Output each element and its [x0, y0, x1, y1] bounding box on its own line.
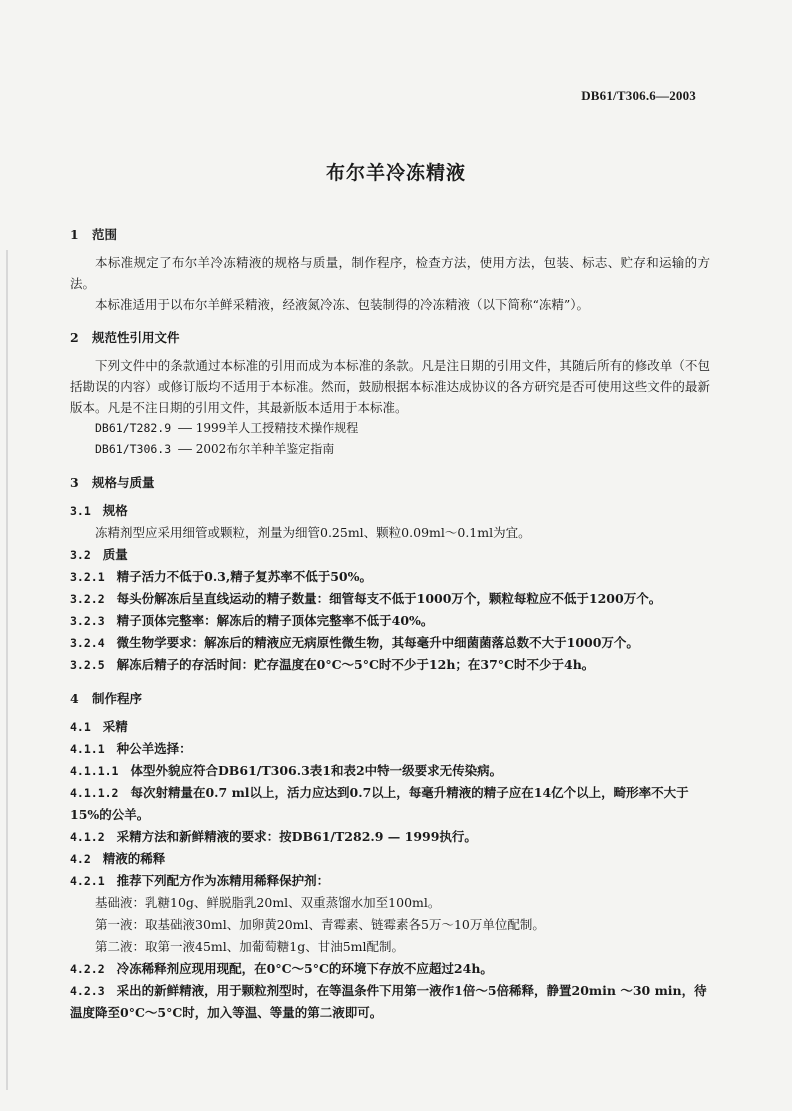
clause-3-2-2 — [70, 588, 710, 610]
clause-3-2-4 — [70, 632, 710, 654]
section-heading-specification-quality — [70, 474, 710, 492]
references-paragraph: 下列文件中的条款通过本标准的引用而成为本标准的条款。凡是注日期的引用文件，其随后所有的修改单（不包括勘误的内容）或修订版均不适用于本标准。然而，鼓励根据本标准达成协议的各方研究是否可使用这些文件的最新版本。凡是不注日期的引用文件，其最新版本适用于本标准。 — [70, 358, 710, 415]
section-title: 规范性引用文件 — [92, 330, 180, 345]
clause-4-1 — [70, 716, 710, 738]
section-number: 1 — [70, 227, 79, 242]
reference-title: 2002布尔羊种羊鉴定指南 — [191, 442, 335, 456]
clause-4-2-1 — [70, 870, 710, 892]
clause-number: 4.1 — [70, 720, 91, 734]
scan-edge-shadow — [6, 250, 8, 1090]
clause-title: 质量 — [102, 547, 128, 562]
clause-4-2-2 — [70, 958, 710, 980]
section-heading-normative-references — [70, 329, 710, 347]
clause-number: 3.2.2 — [70, 592, 105, 606]
formula-first-solution: 第一液：取基础液30ml、加卵黄20ml、青霉素、链霉素各5万～10万单位配制。 — [95, 917, 545, 932]
section-heading-scope — [70, 226, 710, 244]
clause-text: 体型外貌应符合DB61/T306.3表1和表2中特一级要求无传染病。 — [130, 763, 503, 778]
clause-text: 每头份解冻后呈直线运动的精子数量：细管每支不低于1000万个，颗粒每粒应不低于1200万个。 — [116, 591, 662, 606]
section-number: 4 — [70, 691, 79, 706]
clause-number: 4.1.1.1 — [70, 764, 119, 778]
clause-3-2 — [70, 544, 710, 566]
clause-text: 采精方法和新鲜精液的要求：按DB61/T282.9 — 1999执行。 — [116, 829, 477, 844]
clause-4-2 — [70, 848, 710, 870]
clause-text: 冷冻稀释剂应现用现配，在0°C～5°C的环境下存放不应超过24h。 — [116, 961, 493, 976]
section-heading-production-procedure — [70, 690, 710, 708]
section-title: 范围 — [92, 227, 118, 242]
document-title: 布尔羊冷冻精液 — [325, 162, 466, 184]
clause-number: 3.2.1 — [70, 570, 105, 584]
clause-3-2-3 — [70, 610, 710, 632]
clause-text: 种公羊选择： — [116, 741, 192, 756]
reference-code: DB61/T282.9 —— — [95, 421, 192, 435]
clause-number: 4.1.1.2 — [70, 786, 119, 800]
standard-number: DB61/T306.6—2003 — [581, 88, 696, 103]
clause-text: 精子顶体完整率：解冻后的精子顶体完整率不低于40%。 — [116, 613, 434, 628]
clause-number: 3.2 — [70, 548, 91, 562]
scope-paragraph-2: 本标准适用于以布尔羊鲜采精液，经液氮冷冻、包装制得的冷冻精液（以下简称“冻精”）。 — [95, 297, 590, 312]
clause-3-1 — [70, 500, 710, 522]
document-body — [70, 212, 710, 1024]
reference-item — [70, 439, 710, 460]
clause-4-1-1 — [70, 738, 710, 760]
section-number: 2 — [70, 330, 79, 345]
section-title: 制作程序 — [92, 691, 143, 706]
clause-title: 采精 — [102, 719, 128, 734]
section-title: 规格与质量 — [92, 475, 155, 490]
reference-code: DB61/T306.3 —— — [95, 442, 192, 456]
formula-base-solution: 基础液：乳糖10g、鲜脱脂乳20ml、双重蒸馏水加至100ml。 — [95, 895, 441, 910]
section-number: 3 — [70, 475, 79, 490]
clause-text: 精子活力不低于0.3,精子复苏率不低于50%。 — [116, 569, 372, 584]
clause-4-1-1-2 — [70, 782, 710, 826]
scope-paragraph-1: 本标准规定了布尔羊冷冻精液的规格与质量，制作程序，检查方法，使用方法，包装、标志、贮存和运输的方法。 — [70, 255, 710, 291]
clause-number: 3.1 — [70, 504, 91, 518]
clause-number: 4.1.1 — [70, 742, 105, 756]
clause-number: 4.2.3 — [70, 984, 105, 998]
clause-number: 3.2.3 — [70, 614, 105, 628]
formula-second-solution: 第二液：取第一液45ml、加葡萄糖1g、甘油5ml配制。 — [95, 939, 405, 954]
clause-number: 4.2 — [70, 852, 91, 866]
clause-3-1-text: 冻精剂型应采用细管或颗粒，剂量为细管0.25ml、颗粒0.09ml～0.1ml为宜。 — [95, 525, 531, 540]
clause-4-1-1-1 — [70, 760, 710, 782]
clause-text: 解冻后精子的存活时间：贮存温度在0°C～5°C时不少于12h；在37°C时不少于4h。 — [116, 657, 595, 672]
clause-number: 4.1.2 — [70, 830, 105, 844]
clause-3-2-1 — [70, 566, 710, 588]
reference-item — [70, 418, 710, 439]
clause-title: 精液的稀释 — [102, 851, 166, 866]
clause-title: 规格 — [102, 503, 128, 518]
clause-number: 3.2.5 — [70, 658, 105, 672]
clause-text: 采出的新鲜精液，用于颗粒剂型时，在等温条件下用第一液作1倍～5倍稀释，静置20min ～30 min，待温度降至0°C～5°C时，加入等温、等量的第二液即可。 — [70, 983, 707, 1020]
clause-4-2-3 — [70, 980, 710, 1024]
clause-number: 3.2.4 — [70, 636, 105, 650]
clause-text: 每次射精量在0.7 ml以上，活力应达到0.7以上，每毫升精液的精子应在14亿个以上，畸形率不大于15%的公羊。 — [70, 785, 689, 822]
clause-text: 推荐下列配方作为冻精用稀释保护剂： — [116, 873, 330, 888]
clause-number: 4.2.1 — [70, 874, 105, 888]
clause-number: 4.2.2 — [70, 962, 105, 976]
reference-title: 1999羊人工授精技术操作规程 — [191, 421, 359, 435]
clause-text: 微生物学要求：解冻后的精液应无病原性微生物，其每毫升中细菌菌落总数不大于1000万个。 — [116, 635, 639, 650]
clause-3-2-5 — [70, 654, 710, 676]
clause-4-1-2 — [70, 826, 710, 848]
